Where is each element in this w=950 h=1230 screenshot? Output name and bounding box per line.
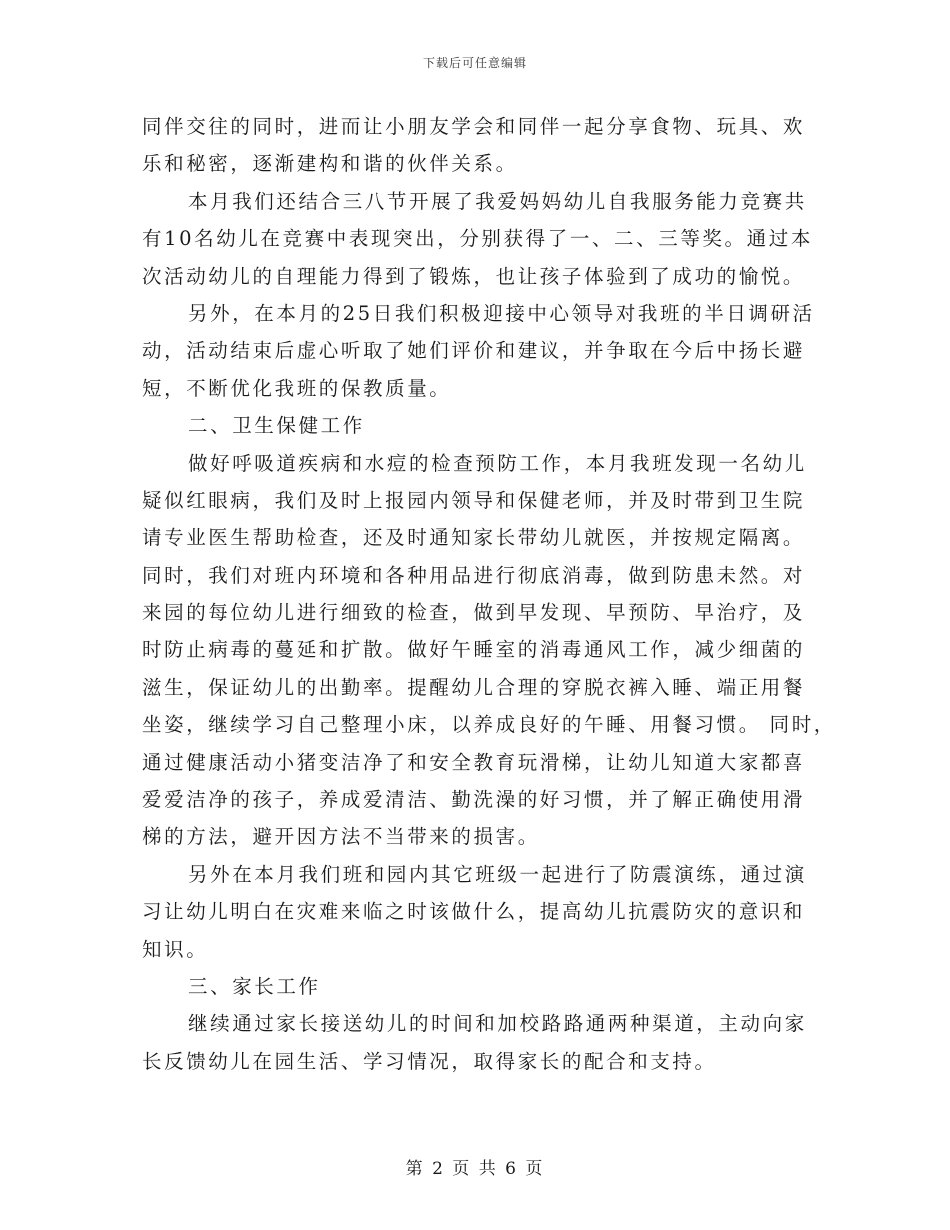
text-line: 坐姿，继续学习自己整理小床，以养成良好的午睡、用餐习惯。 同时， bbox=[142, 713, 836, 737]
text-line: 滋生，保证幼儿的出勤率。提醒幼儿合理的穿脱衣裤入睡、端正用餐 bbox=[142, 675, 806, 699]
text-line: 知识。 bbox=[142, 937, 209, 961]
text-line: 次活动幼儿的自理能力得到了锻炼，也让孩子体验到了成功的愉悦。 bbox=[142, 264, 806, 288]
page-number: 第 2 页 共 6 页 bbox=[405, 1159, 545, 1179]
text-line: 另外在本月我们班和园内其它班级一起进行了防震演练，通过演 bbox=[188, 862, 807, 886]
text-line: 习让幼儿明白在灾难来临之时该做什么，提高幼儿抗震防灾的意识和 bbox=[142, 900, 806, 924]
text-line: 短，不断优化我班的保教质量。 bbox=[142, 376, 452, 400]
text-line: 继续通过家长接送幼儿的时间和加校路路通两种渠道，主动向家 bbox=[188, 1012, 807, 1036]
text-line: 爱爱洁净的孩子，养成爱清洁、勤洗澡的好习惯，并了解正确使用滑 bbox=[142, 788, 806, 812]
text-line: 通过健康活动小猪变洁净了和安全教育玩滑梯，让幼儿知道大家都喜 bbox=[142, 750, 806, 774]
text-line: 做好呼吸道疾病和水痘的检查预防工作，本月我班发现一名幼儿 bbox=[188, 451, 807, 475]
text-line: 请专业医生帮助检查，还及时通知家长带幼儿就医，并按规定隔离。 bbox=[142, 526, 806, 550]
text-line: 时防止病毒的蔓延和扩散。做好午睡室的消毒通风工作，减少细菌的 bbox=[142, 638, 806, 662]
text-line: 长反馈幼儿在园生活、学习情况，取得家长的配合和支持。 bbox=[142, 1049, 717, 1073]
text-line: 疑似红眼病，我们及时上报园内领导和保健老师，并及时带到卫生院 bbox=[142, 488, 806, 512]
text-line: 有10名幼儿在竞赛中表现突出，分别获得了一、二、三等奖。通过本 bbox=[142, 227, 813, 251]
text-line: 来园的每位幼儿进行细致的检查，做到早发现、早预防、早治疗，及 bbox=[142, 601, 806, 625]
text-line: 梯的方法，避开因方法不当带来的损害。 bbox=[142, 825, 540, 849]
text-line: 乐和秘密，逐渐建构和谐的伙伴关系。 bbox=[142, 152, 518, 176]
header-note: 下载后可任意编辑 bbox=[422, 56, 527, 70]
text-line: 另外，在本月的25日我们积极迎接中心领导对我班的半日调研活 bbox=[188, 301, 815, 325]
text-line: 本月我们还结合三八节开展了我爱妈妈幼儿自我服务能力竞赛共 bbox=[188, 189, 807, 213]
document-body bbox=[142, 108, 836, 1080]
text-line: 同时，我们对班内环境和各种用品进行彻底消毒，做到防患未然。对 bbox=[142, 563, 806, 587]
section-heading: 三、家长工作 bbox=[188, 974, 321, 998]
text-line: 动，活动结束后虚心听取了她们评价和建议，并争取在今后中扬长避 bbox=[142, 339, 806, 363]
text-line: 同伴交往的同时，进而让小朋友学会和同伴一起分享食物、玩具、欢 bbox=[142, 115, 806, 138]
section-heading: 二、卫生保健工作 bbox=[188, 414, 365, 438]
